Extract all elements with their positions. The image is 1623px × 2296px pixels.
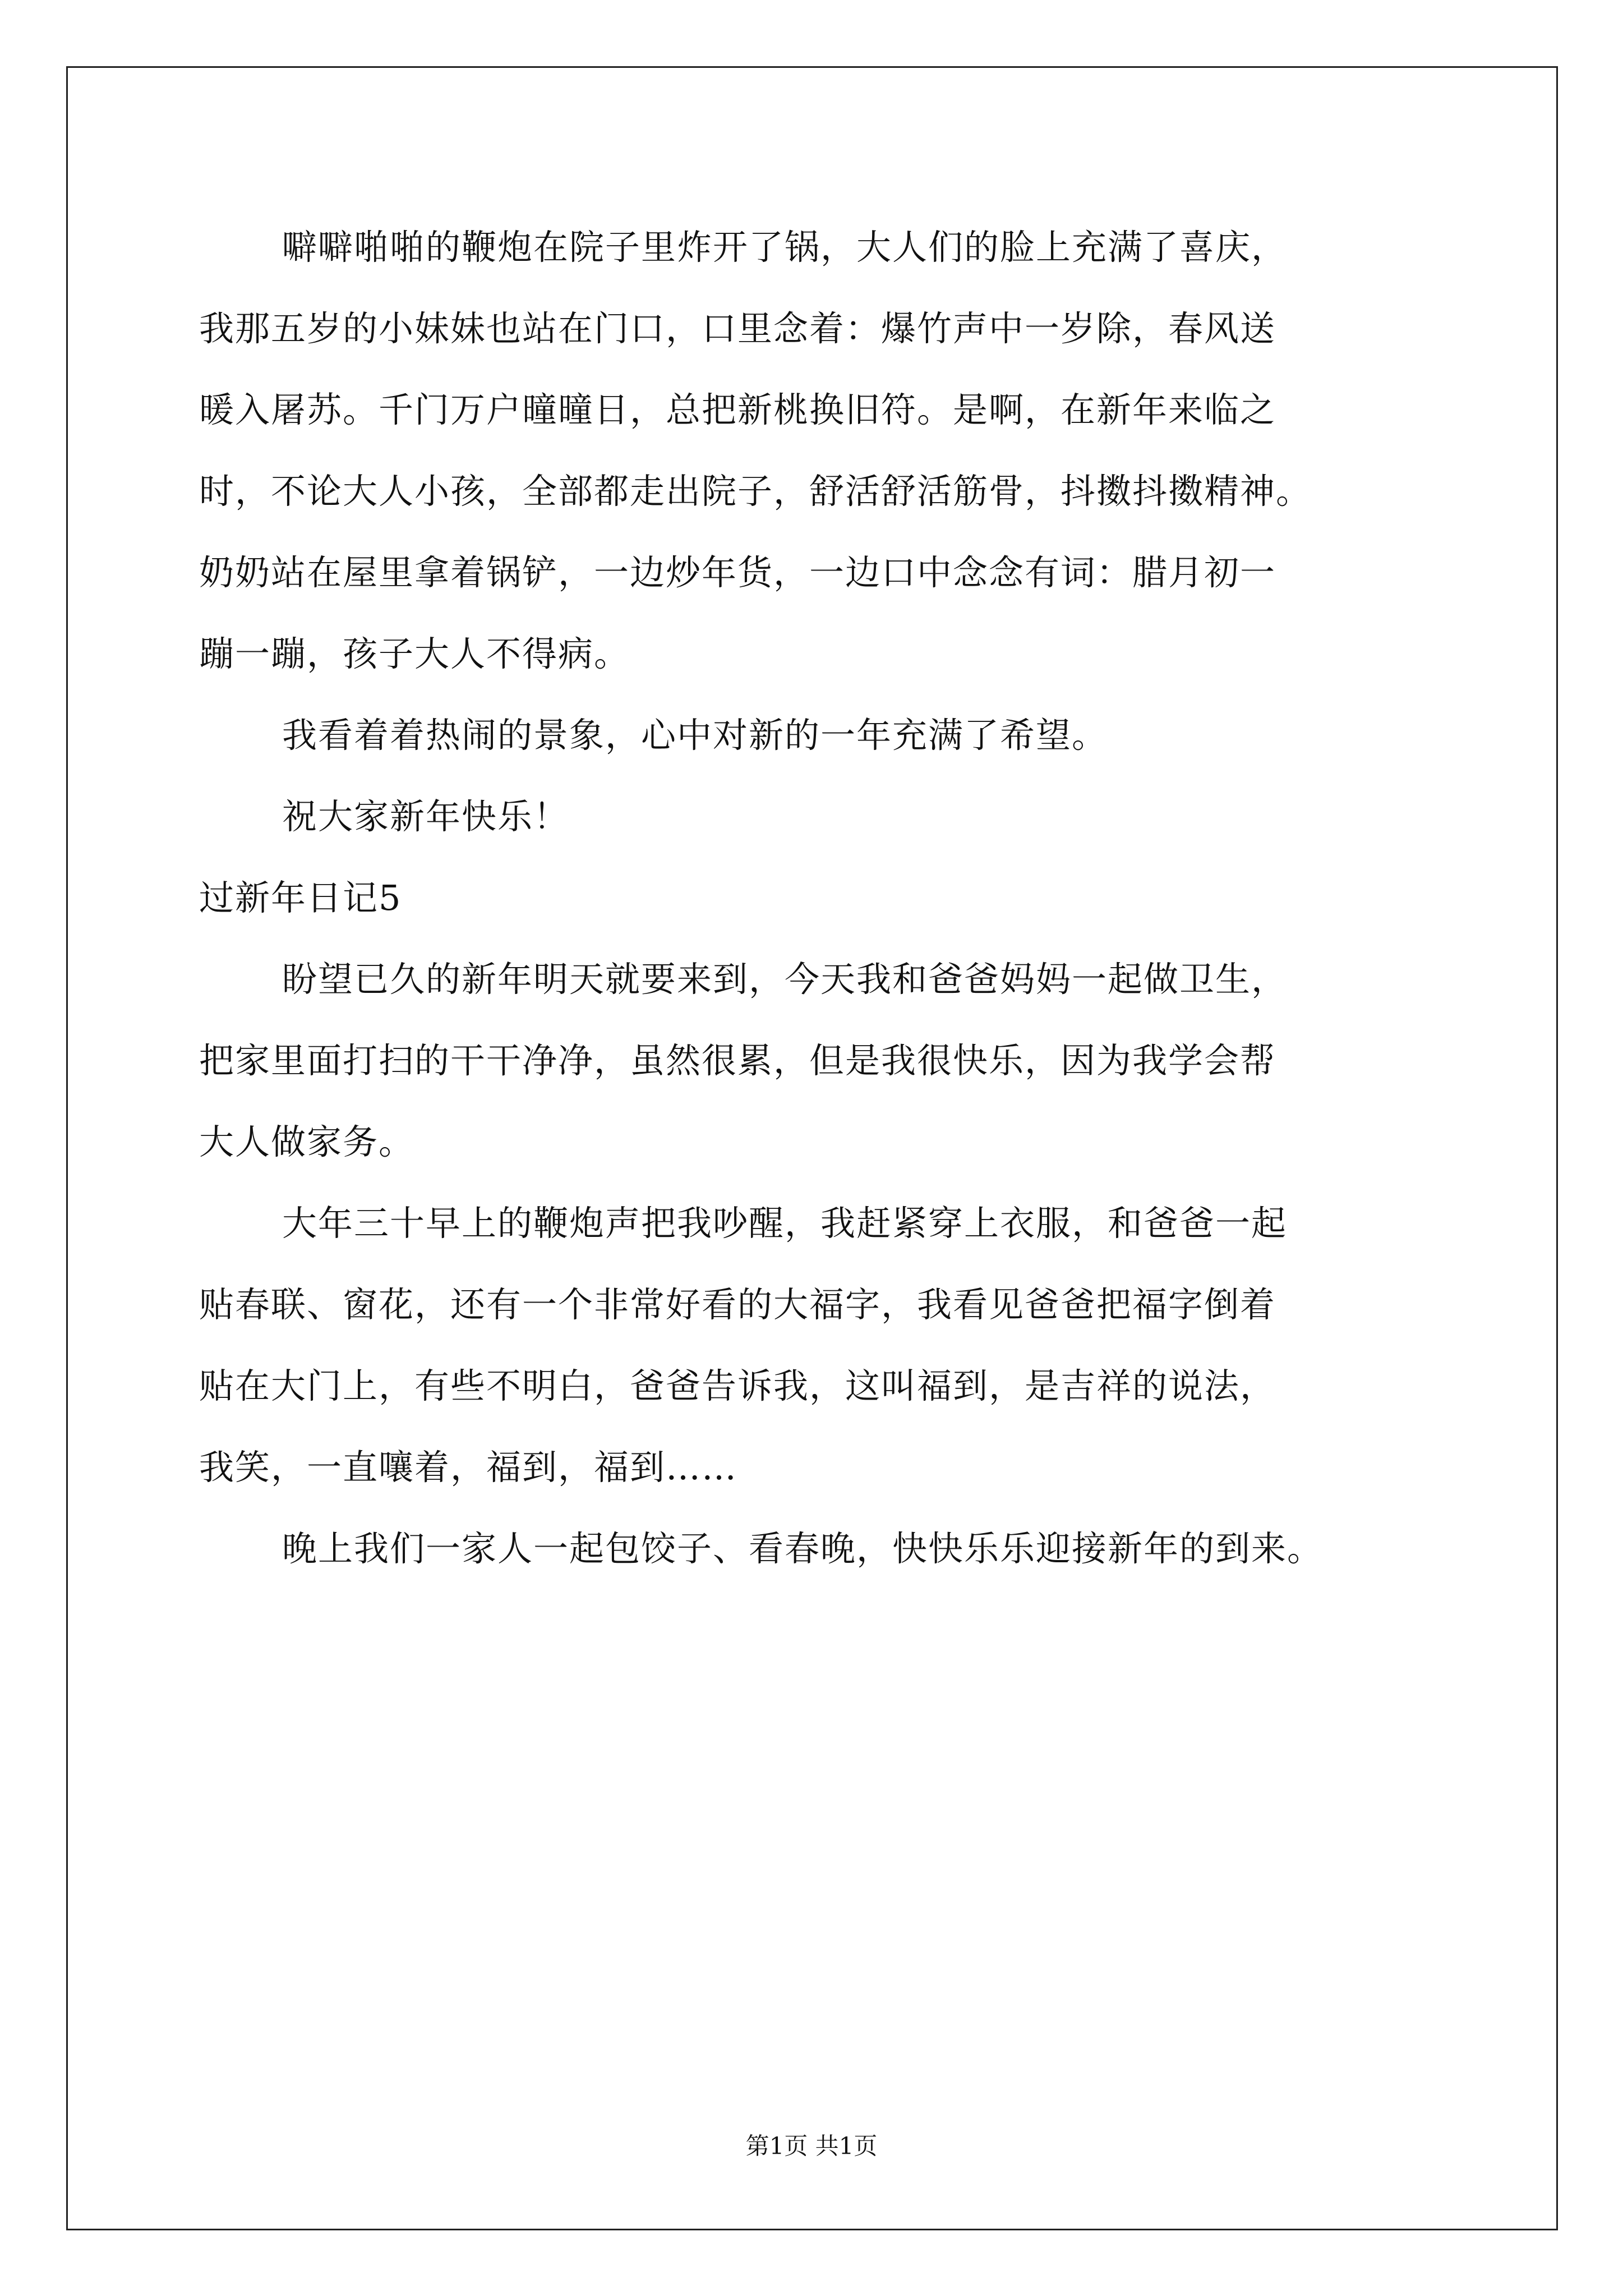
text-line: 奶奶站在屋里拿着锅铲，一边炒年货，一边口中念念有词：腊月初一: [199, 552, 1276, 593]
text-line: 蹦一蹦，孩子大人不得病。: [199, 633, 630, 674]
text-line: 把家里面打扫的干干净净，虽然很累，但是我很快乐，因为我学会帮: [199, 1040, 1276, 1081]
text-line: 大人做家务。: [199, 1121, 415, 1162]
text-line: 贴春联、窗花，还有一个非常好看的大福字，我看见爸爸把福字倒着: [199, 1284, 1276, 1325]
text-line: 晚上我们一家人一起包饺子、看春晚，快快乐乐迎接新年的到来。: [282, 1528, 1324, 1569]
page-footer: 第1页 共1页: [745, 2132, 878, 2160]
text-line: 大年三十早上的鞭炮声把我吵醒，我赶紧穿上衣服，和爸爸一起: [282, 1203, 1288, 1244]
section-heading: 过新年日记5: [199, 877, 402, 918]
text-line: 祝大家新年快乐！: [282, 796, 570, 837]
text-line: 贴在大门上，有些不明白，爸爸告诉我，这叫福到，是吉祥的说法，: [199, 1365, 1276, 1406]
text-line: 时，不论大人小孩，全部都走出院子，舒活舒活筋骨，抖擞抖擞精神。: [199, 471, 1312, 512]
text-line: 我那五岁的小妹妹也站在门口，口里念着：爆竹声中一岁除，春风送: [199, 308, 1276, 349]
text-line: 暖入屠苏。千门万户曈曈日，总把新桃换旧符。是啊，在新年来临之: [199, 389, 1276, 430]
text-line: 盼望已久的新年明天就要来到，今天我和爸爸妈妈一起做卫生，: [282, 959, 1288, 1000]
text-line: 我看着着热闹的景象，心中对新的一年充满了希望。: [282, 715, 1108, 756]
text-line: 我笑，一直嚷着，福到，福到……: [199, 1447, 738, 1488]
text-line: 噼噼啪啪的鞭炮在院子里炸开了锅，大人们的脸上充满了喜庆，: [282, 227, 1288, 268]
